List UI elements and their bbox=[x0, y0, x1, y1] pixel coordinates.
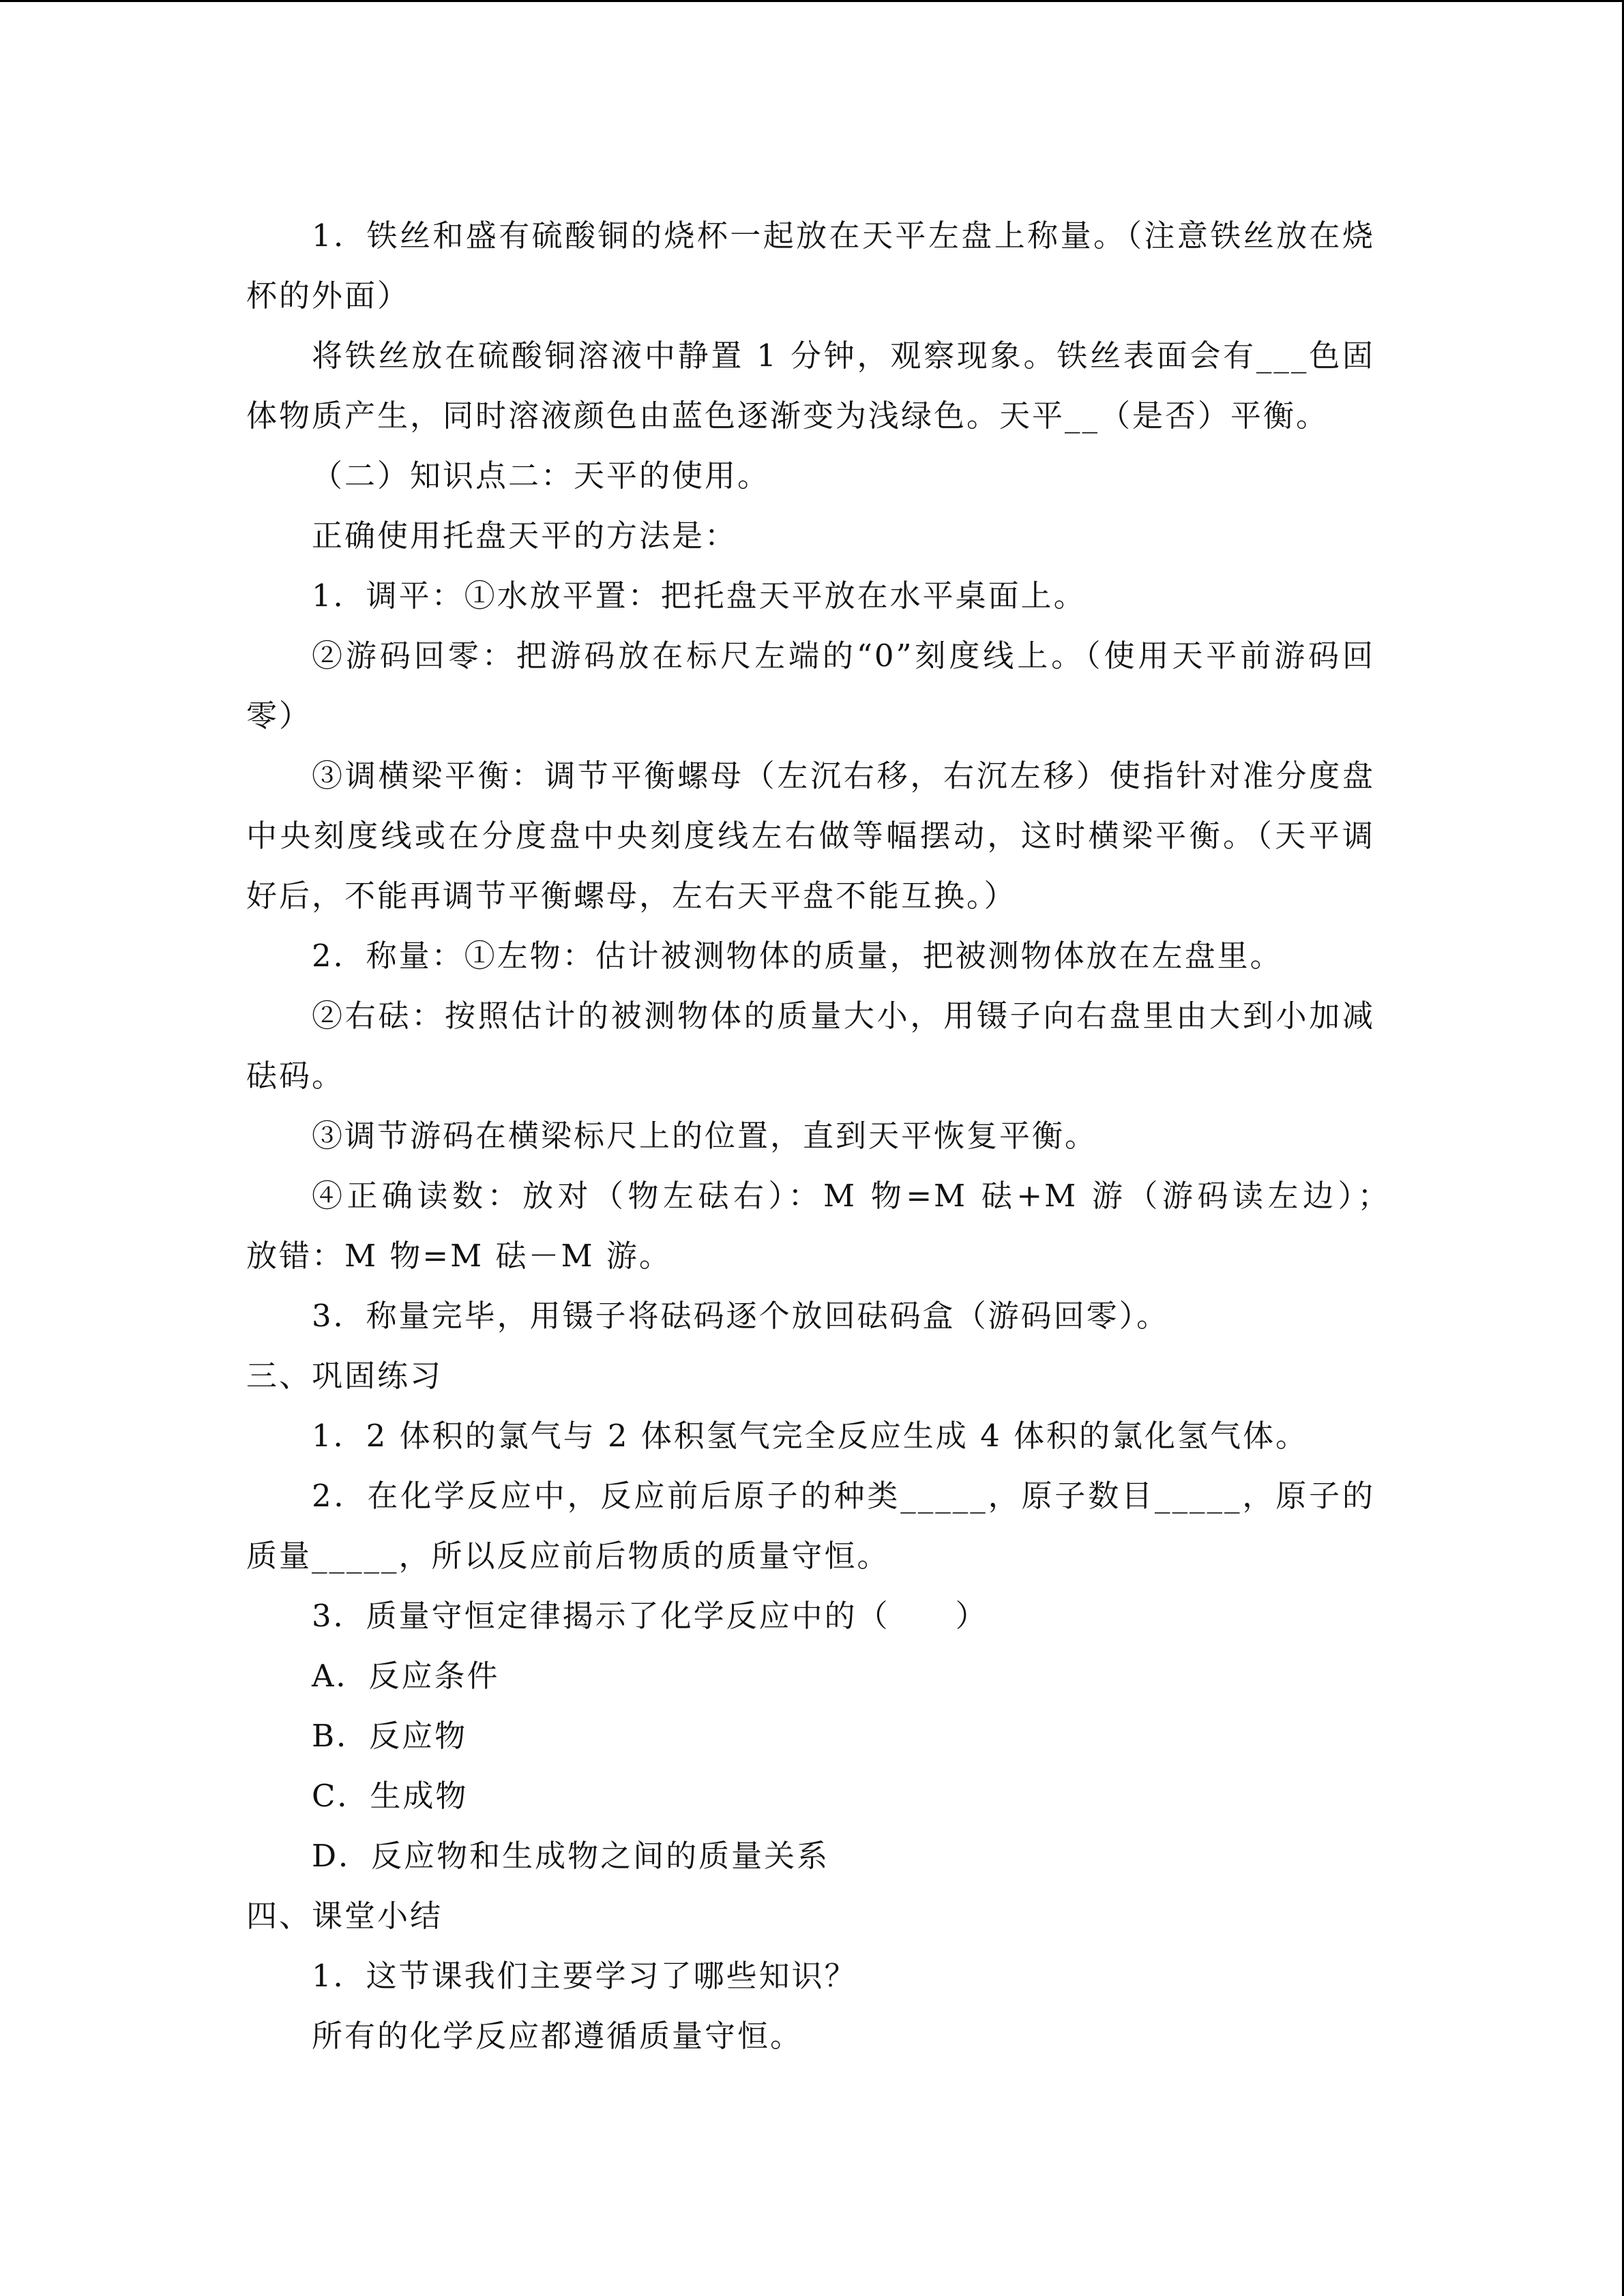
document-body bbox=[246, 206, 1441, 2066]
step-adjust-beam: ③调横梁平衡：调节平衡螺母（左沉右移，右沉左移）使指针对准分度盘中央刻度线或在分度盘中央刻度线左右做等幅摆动，这时横梁平衡。（天平调好后，不能再调节平衡螺母，左右天平盘不能互换。） bbox=[246, 758, 1375, 914]
step-adjust-rider: ③调节游码在横梁标尺上的位置，直到天平恢复平衡。 bbox=[312, 1118, 1098, 1154]
option-d: D．反应物和生成物之间的质量关系 bbox=[312, 1838, 830, 1874]
option-a: A．反应条件 bbox=[312, 1658, 500, 1694]
step-read-value: ④正确读数：放对（物左砝右）：M 物=M 砝+M 游（游码读左边）； 放错：M 物=M 砝－M 游。 bbox=[246, 1178, 1441, 1274]
step-zero-rider: ②游码回零：把游码放在标尺左端的“0”刻度线上。（使用天平前游码回零） bbox=[246, 638, 1375, 734]
summary-conclusion: 所有的化学反应都遵循质量守恒。 bbox=[312, 2018, 803, 2054]
step-weigh-left-object: 2．称量：①左物：估计被测物体的质量，把被测物体放在左盘里。 bbox=[312, 938, 1283, 974]
subheading-balance-usage: （二）知识点二：天平的使用。 bbox=[312, 458, 771, 494]
step-level-balance: 1．调平：①水放平置：把托盘天平放在水平桌面上。 bbox=[312, 578, 1087, 614]
step-right-weights: ②右砝：按照估计的被测物体的质量大小，用镊子向右盘里由大到小加减砝码。 bbox=[246, 998, 1375, 1094]
step-finish-weighing: 3．称量完毕，用镊子将砝码逐个放回砝码盒（游码回零）。 bbox=[312, 1298, 1170, 1334]
paragraph-balance-method: 正确使用托盘天平的方法是： bbox=[312, 518, 738, 554]
practice-item-3: 3．质量守恒定律揭示了化学反应中的（ ） bbox=[312, 1598, 988, 1634]
section-heading-summary: 四、课堂小结 bbox=[246, 1898, 443, 1934]
option-c: C．生成物 bbox=[312, 1778, 469, 1814]
paragraph-observe-reaction: 将铁丝放在硫酸铜溶液中静置 1 分钟，观察现象。铁丝表面会有___色固体物质产生，同时溶液颜色由蓝色逐渐变为浅绿色。天平__（是否）平衡。 bbox=[246, 338, 1375, 434]
option-b: B．反应物 bbox=[312, 1718, 468, 1754]
practice-item-2: 2．在化学反应中，反应前后原子的种类_____，原子数目_____，原子的质量_____，所以反应前后物质的质量守恒。 bbox=[246, 1478, 1375, 1574]
practice-item-1: 1．2 体积的氯气与 2 体积氢气完全反应生成 4 体积的氯化氢气体。 bbox=[312, 1418, 1309, 1454]
paragraph-weigh-iron-wire: 1．铁丝和盛有硫酸铜的烧杯一起放在天平左盘上称量。（注意铁丝放在烧杯的外面） bbox=[246, 218, 1375, 314]
section-heading-practice: 三、巩固练习 bbox=[246, 1358, 443, 1394]
summary-question: 1．这节课我们主要学习了哪些知识？ bbox=[312, 1958, 857, 1994]
